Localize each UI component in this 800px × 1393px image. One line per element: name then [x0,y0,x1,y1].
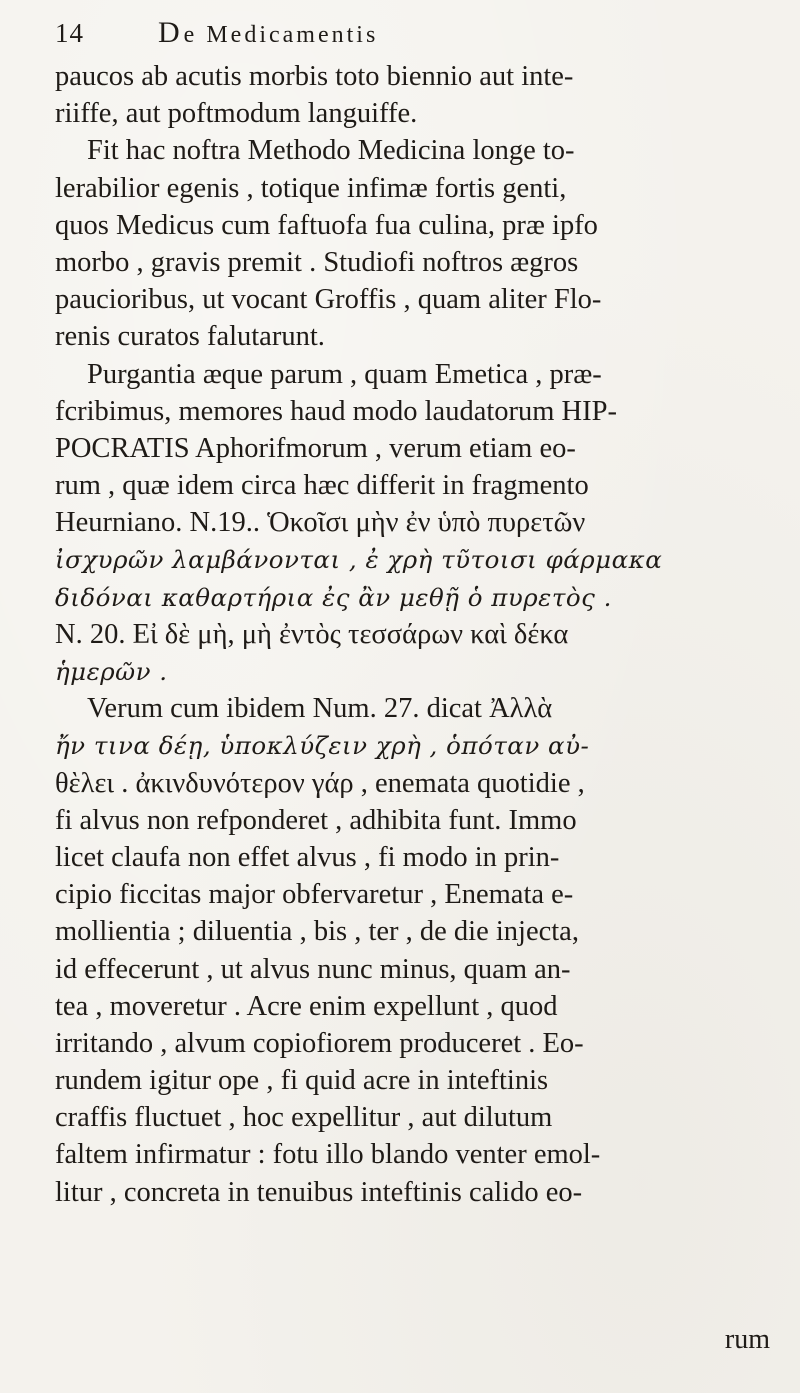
text-line: Heurniano. N.19.. Ὁκοῖσι μὴν ἐν ὑπὸ πυρετῶν [55,507,586,539]
text-line: mollientia ; diluentia , bis , ter , de die injecta, [55,916,579,948]
text-line: faltem infirmatur : fotu illo blando venter emol- [55,1139,601,1171]
text-line: fi alvus non refponderet , adhibita funt. Immo [55,804,577,836]
text-line: rundem igitur ope , fi quid acre in inteftinis [55,1065,549,1097]
text-line: litur , concreta in tenuibus inteftinis calido eo- [55,1176,583,1208]
body-text [55,58,785,1211]
greek-text-line: ἤν τινα δέῃ, ὑποκλύζειν χρὴ , ὁπόταν αὐ- [55,731,590,761]
running-head-rest: e Medicamentis [183,22,379,48]
running-head-initial: D [158,16,184,49]
text-line: Purgantia æque parum , quam Emetica , præ- [87,358,602,390]
catchword: rum [724,1324,770,1355]
running-head [158,16,378,50]
text-line: id effecerunt , ut alvus nunc minus, quam an- [55,953,571,985]
text-line: irritando , alvum copiofiorem produceret . Eo- [55,1027,584,1059]
text-line: morbo , gravis premit . Studiofi noftros ægros [55,246,579,278]
text-line: craffis fluctuet , hoc expellitur , aut dilutum [55,1102,553,1134]
text-line: paucos ab acutis morbis toto biennio aut inte- [55,61,574,92]
text-line: Fit hac noftra Methodo Medicina longe to- [87,135,575,167]
greek-text-line: ἰσχυρῶν λαμβάνονται , ἐ χρὴ τῦτοισι φάρμακα [55,545,663,575]
text-line: Verum cum ibidem Num. 27. dicat Ἀλλὰ [87,693,553,725]
text-line: POCRATIS Aphorifmorum , verum etiam eo- [55,432,576,464]
text-line: lerabilior egenis , totique infimæ fortis genti, [55,172,567,204]
text-line: N. 20. Εἰ δὲ μὴ, μὴ ἐντὸς τεσσάρων καὶ δέκα [55,618,569,650]
text-line: cipio ficcitas major obfervaretur , Enemata e- [55,879,574,911]
text-line: fcribimus, memores haud modo laudatorum HIP- [55,395,617,427]
page-number: 14 [55,18,84,48]
text-line: licet claufa non effet alvus , fi modo in prin- [55,841,560,873]
text-line: rum , quæ idem circa hæc differit in fragmento [55,470,589,502]
text-line: renis curatos falutarunt. [55,321,325,353]
text-line: paucioribus, ut vocant Groffis , quam aliter Flo- [55,284,602,316]
text-line: tea , moveretur . Acre enim expellunt , quod [55,990,558,1022]
greek-text-line: ἡμερῶν . [55,657,168,686]
text-line: riiffe, aut poftmodum languiffe. [55,98,418,130]
page-header [55,18,775,58]
greek-text-line: διδόναι καθαρτήρια ἐς ἂν μεθῇ ὁ πυρετὸς . [55,582,612,612]
text-line: θὲλει . ἀκινδυνότερον γάρ , enemata quotidie , [55,767,585,799]
text-line: quos Medicus cum faftuofa fua culina, præ ipfo [55,209,598,241]
